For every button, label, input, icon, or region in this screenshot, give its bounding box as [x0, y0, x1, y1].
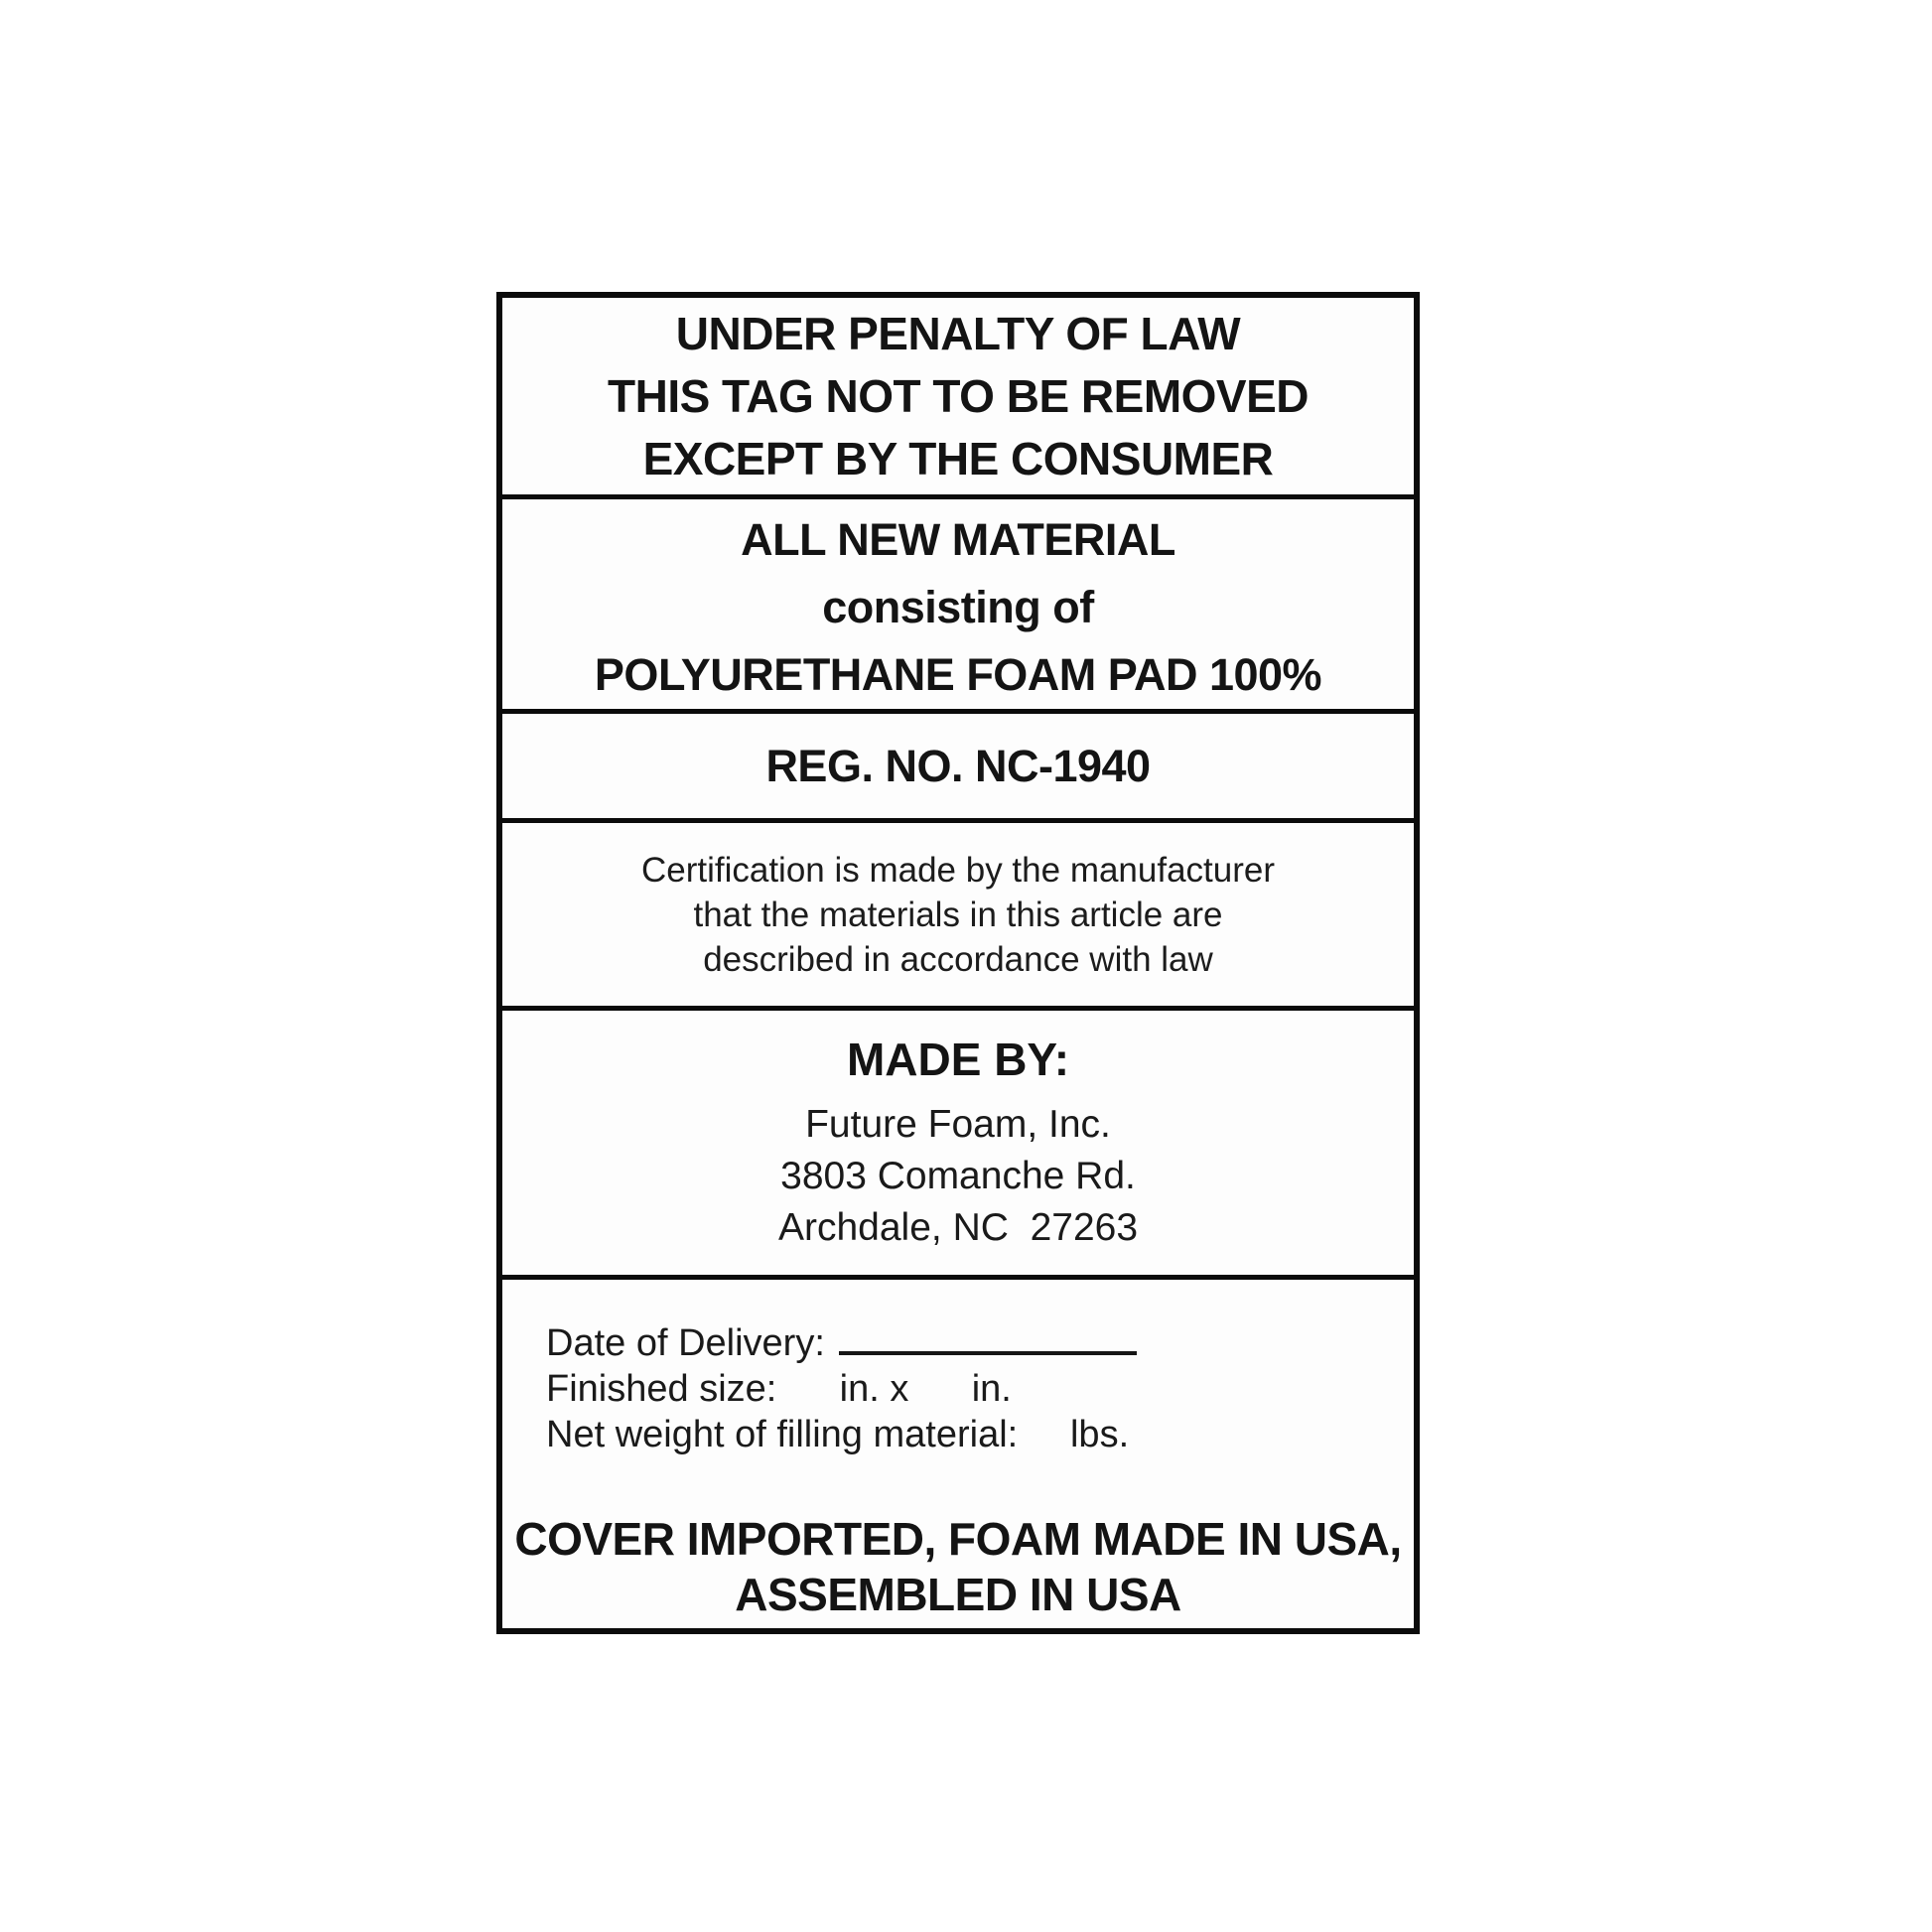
- made-by-heading: MADE BY:: [846, 1034, 1070, 1085]
- material-line: consisting of: [822, 581, 1094, 632]
- certification-section: [502, 823, 1414, 1011]
- material-section: [502, 499, 1414, 714]
- date-of-delivery-row: [546, 1317, 1414, 1366]
- penalty-line: THIS TAG NOT TO BE REMOVED: [608, 369, 1309, 422]
- origin-statement: [502, 1511, 1414, 1622]
- material-line: ALL NEW MATERIAL: [741, 513, 1175, 565]
- date-of-delivery-label: Date of Delivery:: [546, 1322, 825, 1364]
- material-line: POLYURETHANE FOAM PAD 100%: [594, 648, 1322, 700]
- net-weight-row: Net weight of filling material: lbs.: [546, 1414, 1130, 1455]
- registration-section: [502, 714, 1414, 823]
- certification-line: described in accordance with law: [703, 939, 1213, 979]
- penalty-line: EXCEPT BY THE CONSUMER: [642, 432, 1274, 484]
- made-by-section: [502, 1011, 1414, 1280]
- penalty-section: [502, 298, 1414, 499]
- penalty-line: UNDER PENALTY OF LAW: [675, 307, 1241, 359]
- certification-line: Certification is made by the manufacturer: [640, 850, 1276, 890]
- made-by-street: 3803 Comanche Rd.: [780, 1155, 1136, 1197]
- origin-line: COVER IMPORTED, FOAM MADE IN USA,: [514, 1513, 1402, 1565]
- certification-line: that the materials in this article are: [693, 895, 1223, 934]
- made-by-company: Future Foam, Inc.: [805, 1103, 1111, 1146]
- details-section: [502, 1280, 1414, 1628]
- made-by-city: Archdale, NC 27263: [777, 1206, 1139, 1249]
- law-tag-label: [496, 292, 1420, 1634]
- fill-in-block: [502, 1280, 1414, 1457]
- date-blank-line: [839, 1317, 1137, 1355]
- finished-size-row: Finished size: in. x in.: [546, 1368, 1012, 1410]
- origin-line: ASSEMBLED IN USA: [735, 1569, 1181, 1620]
- registration-number: REG. NO. NC-1940: [765, 741, 1151, 791]
